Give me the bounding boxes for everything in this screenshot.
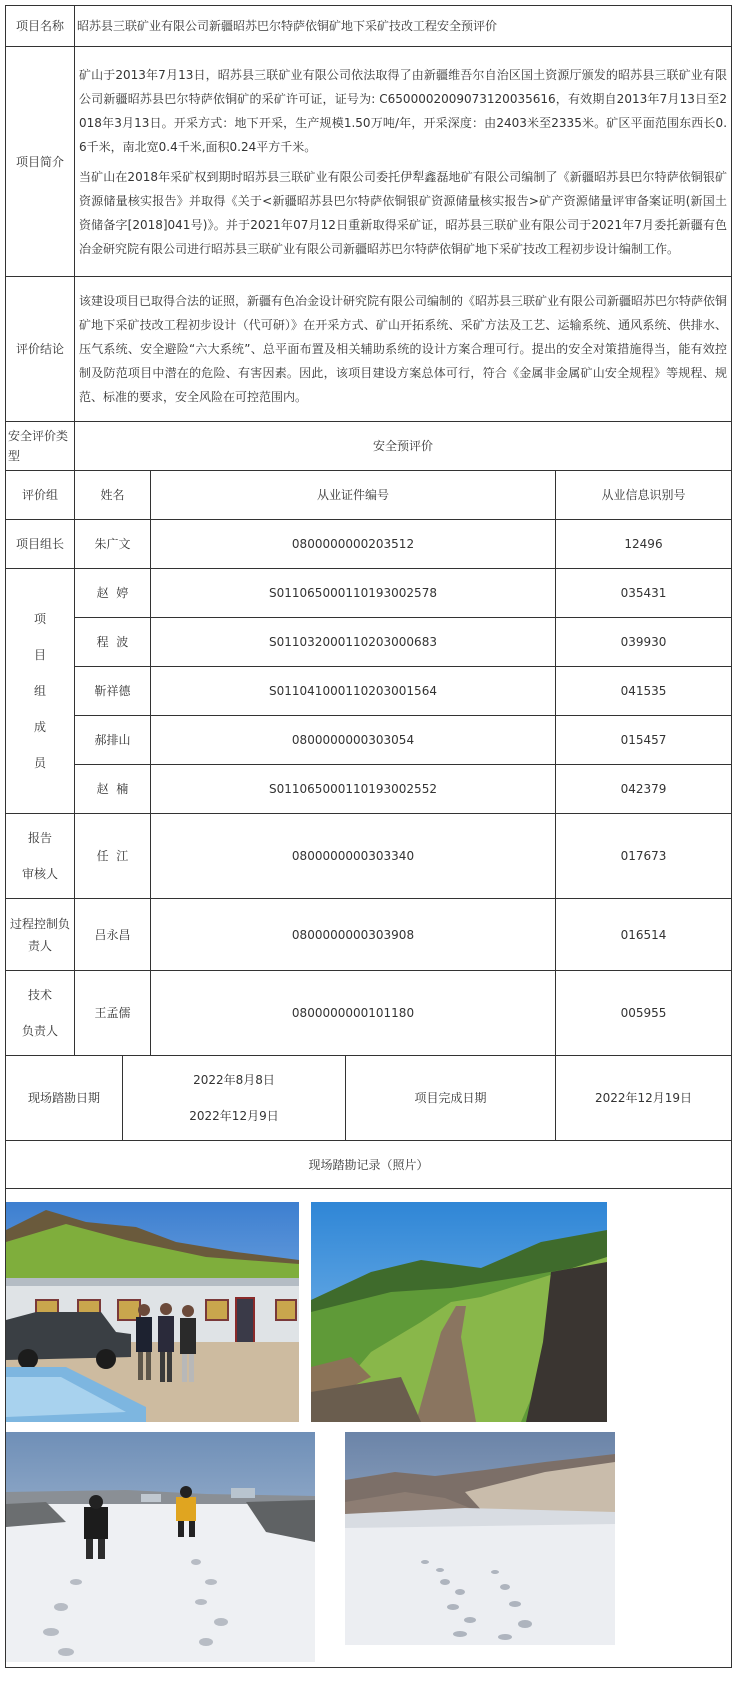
- project-intro-text: [75, 47, 732, 277]
- project-intro-label: 项目简介: [6, 47, 75, 277]
- building-group-photo: [6, 1202, 299, 1422]
- member-name: 郝排山: [75, 716, 151, 765]
- member-cert: S011065000110193002552: [151, 765, 556, 814]
- member-cert: 0800000000303054: [151, 716, 556, 765]
- leader-id: 12496: [556, 520, 732, 569]
- header-group: 评价组: [6, 471, 75, 520]
- table-row: [6, 618, 732, 667]
- snow-walkers-photo: [6, 1432, 315, 1662]
- photo-section-title: 现场踏勘记录（照片）: [6, 1141, 732, 1189]
- evaluation-type-value: 安全预评价: [75, 422, 732, 471]
- team-header-row: [6, 471, 732, 520]
- process-id: 016514: [556, 899, 732, 971]
- survey-dates: 2022年8月8日 2022年12月9日: [123, 1056, 346, 1141]
- table-row: [6, 667, 732, 716]
- member-cert: S011041000110203001564: [151, 667, 556, 716]
- table-row: [6, 814, 732, 899]
- table-row: [6, 716, 732, 765]
- tech-name: 王孟儒: [75, 971, 151, 1056]
- member-id: 035431: [556, 569, 732, 618]
- project-name-value: 昭苏县三联矿业有限公司新疆昭苏巴尔特萨依铜矿地下采矿技改工程安全预评价: [75, 6, 732, 47]
- evaluation-type-label: 安全评价类型: [6, 422, 75, 471]
- intro-paragraph-1: 矿山于2013年7月13日，昭苏县三联矿业有限公司依法取得了由新疆维吾尔自治区国土资源厅颁发的昭苏县三联矿业有限公司新疆昭苏县巴尔特萨依铜矿的采矿许可证，证号为: C6500002009073120035616，有效期自2013年7月13日至2018年3月13日。开采方式：地下开采，生产规模1.50万吨/年，开采深度：由2403米至2335米。矿区平面范围东西长0.6千米，南北宽0.4千米,面积0.24平方千米。: [79, 67, 728, 154]
- reviewer-cert: 0800000000303340: [151, 814, 556, 899]
- tech-cert: 0800000000101180: [151, 971, 556, 1056]
- tech-id: 005955: [556, 971, 732, 1056]
- photo-gallery: [6, 1189, 732, 1668]
- snow-footprints-photo: [345, 1432, 615, 1645]
- reviewer-role: 报告 审核人: [6, 814, 75, 899]
- member-name: 程 波: [75, 618, 151, 667]
- process-name: 吕永昌: [75, 899, 151, 971]
- member-cert: S011065000110193002578: [151, 569, 556, 618]
- complete-date-label: 项目完成日期: [346, 1056, 556, 1141]
- table-row: [6, 520, 732, 569]
- member-id: 042379: [556, 765, 732, 814]
- dirt-road-photo: [311, 1202, 607, 1422]
- table-row: [6, 569, 732, 618]
- conclusion-label: 评价结论: [6, 277, 75, 422]
- member-name: 赵 婷: [75, 569, 151, 618]
- complete-date-value: 2022年12月19日: [556, 1056, 732, 1141]
- header-cert: 从业证件编号: [151, 471, 556, 520]
- header-id: 从业信息识别号: [556, 471, 732, 520]
- member-id: 015457: [556, 716, 732, 765]
- member-cert: S011032000110203000683: [151, 618, 556, 667]
- survey-date-label: 现场踏勘日期: [6, 1056, 123, 1141]
- member-id: 039930: [556, 618, 732, 667]
- project-name-label: 项目名称: [6, 6, 75, 47]
- leader-cert: 0800000000203512: [151, 520, 556, 569]
- conclusion-text: 该建设项目已取得合法的证照，新疆有色冶金设计研究院有限公司编制的《昭苏县三联矿业有限公司新疆昭苏巴尔特萨依铜矿地下采矿技改工程初步设计（代可研）》在开采方式、矿山开拓系统、采矿方法及工艺、运输系统、通风系统、供排水、压气系统、安全避险“六大系统”、总平面布置及相关辅助系统的设计方案合理可行。提出的安全对策措施得当，能有效控制及防范项目中潜在的危险、有害因素。因此，该项目建设方案总体可行，符合《金属非金属矿山安全规程》等规程、规范、标准的要求，安全风险在可控范围内。: [75, 277, 732, 422]
- table-row: [6, 765, 732, 814]
- process-cert: 0800000000303908: [151, 899, 556, 971]
- member-id: 041535: [556, 667, 732, 716]
- reviewer-name: 任 江: [75, 814, 151, 899]
- evaluation-info-table: [5, 5, 732, 1668]
- dates-row: [6, 1056, 732, 1141]
- reviewer-id: 017673: [556, 814, 732, 899]
- member-name: 靳祥德: [75, 667, 151, 716]
- member-name: 赵 楠: [75, 765, 151, 814]
- leader-role: 项目组长: [6, 520, 75, 569]
- header-name: 姓名: [75, 471, 151, 520]
- table-row: [6, 899, 732, 971]
- leader-name: 朱广文: [75, 520, 151, 569]
- table-row: [6, 971, 732, 1056]
- intro-paragraph-2: 当矿山在2018年采矿权到期时昭苏县三联矿业有限公司委托伊犁鑫磊地矿有限公司编制了《新疆昭苏县巴尔特萨依铜银矿资源储量核实报告》并取得《关于<新疆昭苏县巴尔特萨依铜银矿资源储量核实报告>矿产资源储量评审备案证明(新国土资储备字[2018]041号)》。并于2021年07月12日重新取得采矿证，昭苏县三联矿业有限公司于2021年7月委托新疆有色冶金研究院有限公司进行昭苏县三联矿业有限公司新疆昭苏巴尔特萨依铜矿地下采矿技改工程初步设计编制工作。: [79, 169, 728, 256]
- process-role: 过程控制负责人: [6, 899, 75, 971]
- members-role: 项 目 组 成 员: [6, 569, 75, 814]
- tech-role: 技术 负责人: [6, 971, 75, 1056]
